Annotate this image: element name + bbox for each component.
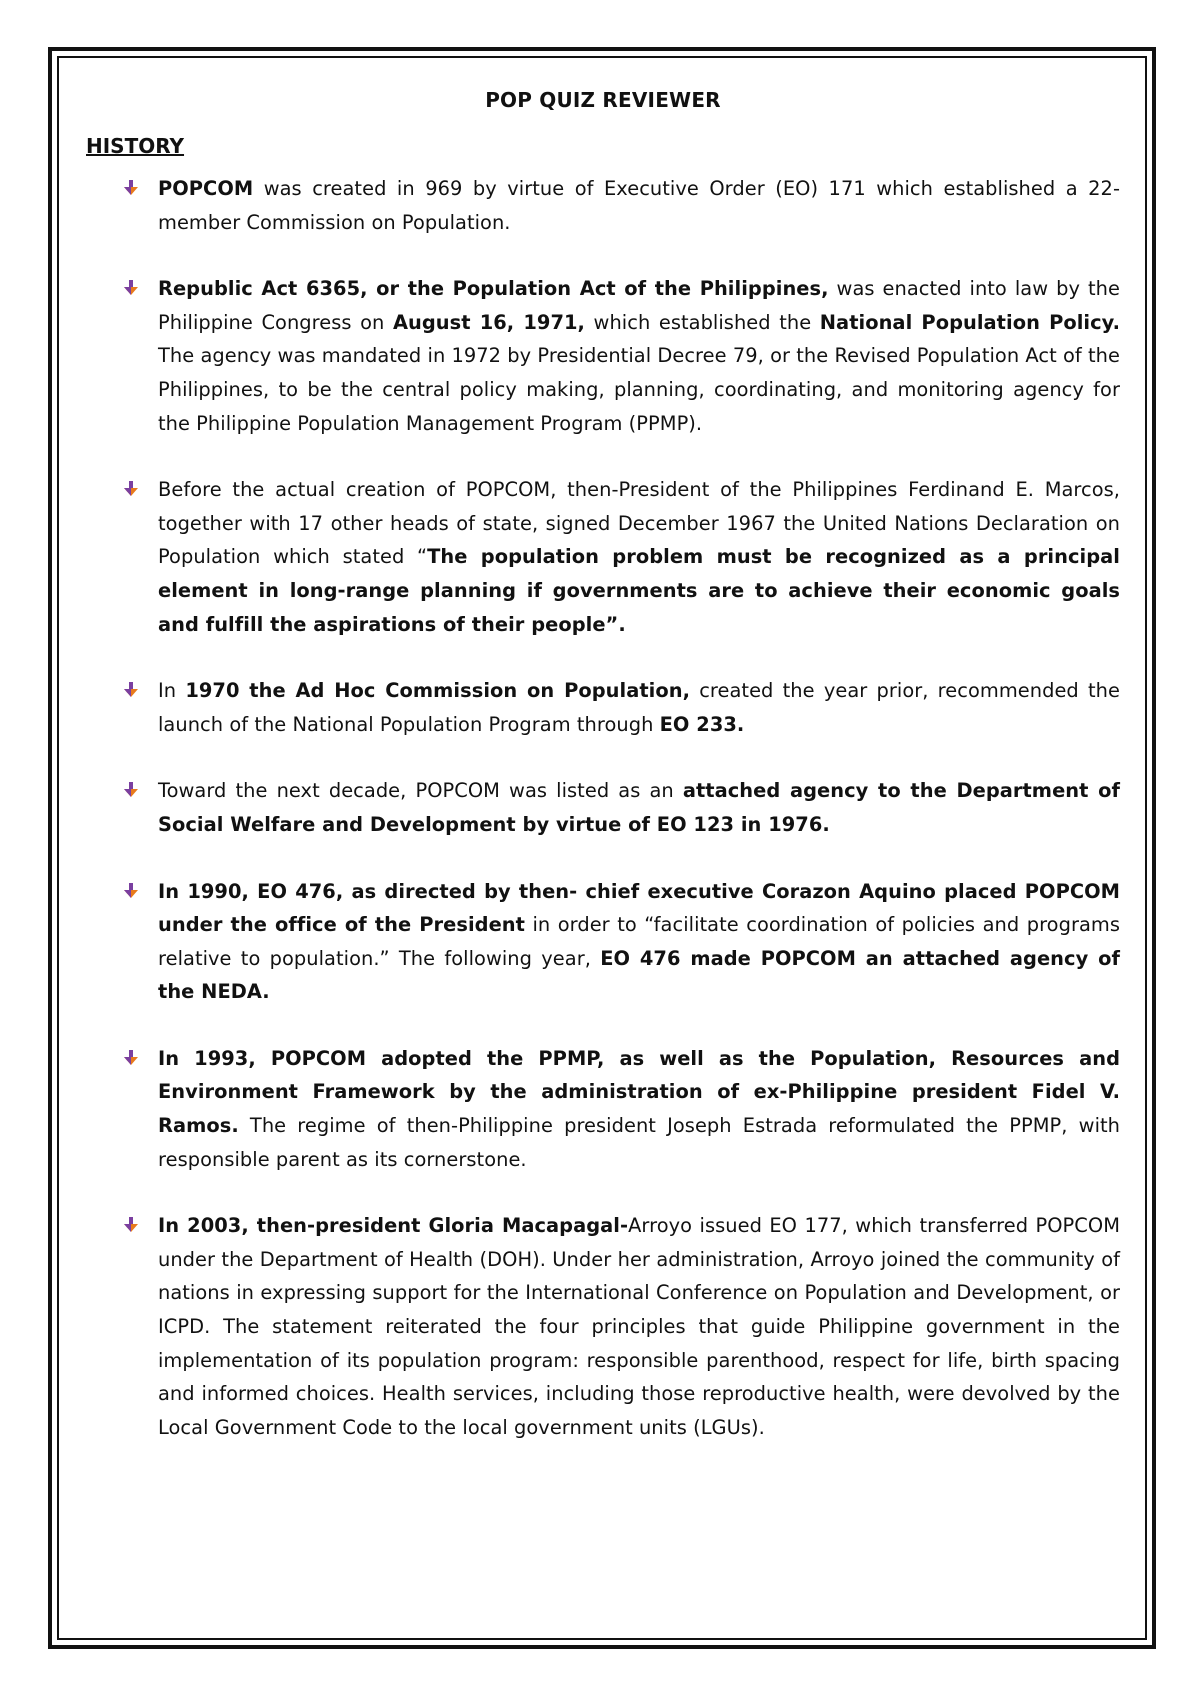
bold-text: EO 476 made POPCOM an attached agency of the NEDA.	[158, 946, 1120, 1004]
bold-text: In 2003, then-president Gloria Macapagal-	[158, 1214, 629, 1238]
section-heading-history: HISTORY	[86, 134, 185, 158]
bullet-item	[86, 1042, 1120, 1176]
text: created the year prior, recommended the launch of the National Population Program through	[158, 679, 1120, 736]
bold-text: EO 233.	[659, 712, 745, 736]
text: In	[158, 679, 186, 703]
down-arrow-bullet-icon	[122, 279, 140, 297]
text: Toward the next decade, POPCOM was listed as an	[158, 779, 683, 803]
bold-text: National Population Policy.	[819, 310, 1120, 334]
text: in order to “facilitate coordination of policies and programs relative to population.” The following year,	[158, 913, 1120, 970]
bullet-item	[86, 674, 1120, 741]
bullet-item	[86, 875, 1120, 1009]
down-arrow-bullet-icon	[122, 1216, 140, 1234]
bullet-text	[158, 1042, 1120, 1176]
bullet-text	[158, 172, 1120, 239]
down-arrow-bullet-icon	[122, 480, 140, 498]
text: Arroyo issued EO 177, which transferred POPCOM under the Department of Health (DOH). Under her administration, Arroyo joined the community of nations in expressing support for the International Conference on Population and Development, or ICPD. The statement reiterated the four principles that guide Philippine government in the implementation of its population program: responsible parenthood, respect for life, birth spacing and informed choices. Health services, including those reproductive health, were devolved by the Local Government Code to the local government units (LGUs).	[158, 1214, 1120, 1439]
bullet-list	[86, 172, 1120, 1444]
text: was created in 969 by virtue of Executive Order (EO) 171 which established a 22-member Commission on Population.	[158, 177, 1120, 234]
bullet-item	[86, 272, 1120, 440]
bold-text: Republic Act 6365, or the Population Act of the Philippines,	[158, 277, 829, 301]
bullet-text	[158, 272, 1120, 440]
bold-text: attached agency to the Department of Social Welfare and Development by virtue of EO 123 in 1976.	[158, 779, 1120, 836]
text: which established the	[584, 310, 820, 334]
bullet-text	[158, 774, 1120, 841]
down-arrow-bullet-icon	[122, 1049, 140, 1067]
bold-text: The population problem must be recognized as a principal element in long-range planning if governments are to achieve their economic goals and fulfill the aspirations of their people”.	[158, 545, 1120, 636]
text: Before the actual creation of POPCOM, then-President of the Philippines Ferdinand E. Marcos, together with 17 other heads of state, signed December 1967 the United Nations Declaration on Population which stated “	[158, 478, 1120, 569]
text: The agency was mandated in 1972 by Presidential Decree 79, or the Revised Population Act of the Philippines, to be the central policy making, planning, coordinating, and monitoring agency for the Philippine Population Management Program (PPMP).	[158, 344, 1120, 435]
bullet-text	[158, 875, 1120, 1009]
down-arrow-bullet-icon	[122, 781, 140, 799]
text: was enacted into law by the Philippine Congress on	[158, 277, 1121, 334]
document-title: POP QUIZ REVIEWER	[485, 88, 721, 112]
down-arrow-bullet-icon	[122, 681, 140, 699]
bold-text: 1970 the Ad Hoc Commission on Population,	[185, 679, 690, 703]
bold-text: In 1993, POPCOM adopted the PPMP, as well as the Population, Resources and Environment Framework by the administration of ex-Philippine president Fidel V. Ramos.	[158, 1046, 1120, 1138]
bullet-item	[86, 774, 1120, 841]
bullet-item	[86, 473, 1120, 641]
bullet-item	[86, 172, 1120, 239]
bullet-text	[158, 473, 1120, 641]
bold-text: POPCOM	[158, 177, 254, 200]
document-body	[86, 88, 1120, 1477]
text: The regime of then-Philippine president Joseph Estrada reformulated the PPMP, with responsible parent as its cornerstone.	[158, 1114, 1120, 1171]
bullet-item	[86, 1209, 1120, 1444]
down-arrow-bullet-icon	[122, 882, 140, 900]
bold-text: August 16, 1971,	[392, 310, 585, 334]
bullet-text	[158, 674, 1120, 741]
bold-text: In 1990, EO 476, as directed by then- chief executive Corazon Aquino placed POPCOM under the office of the President	[158, 879, 1120, 937]
down-arrow-bullet-icon	[122, 179, 140, 197]
bullet-text	[158, 1209, 1120, 1444]
